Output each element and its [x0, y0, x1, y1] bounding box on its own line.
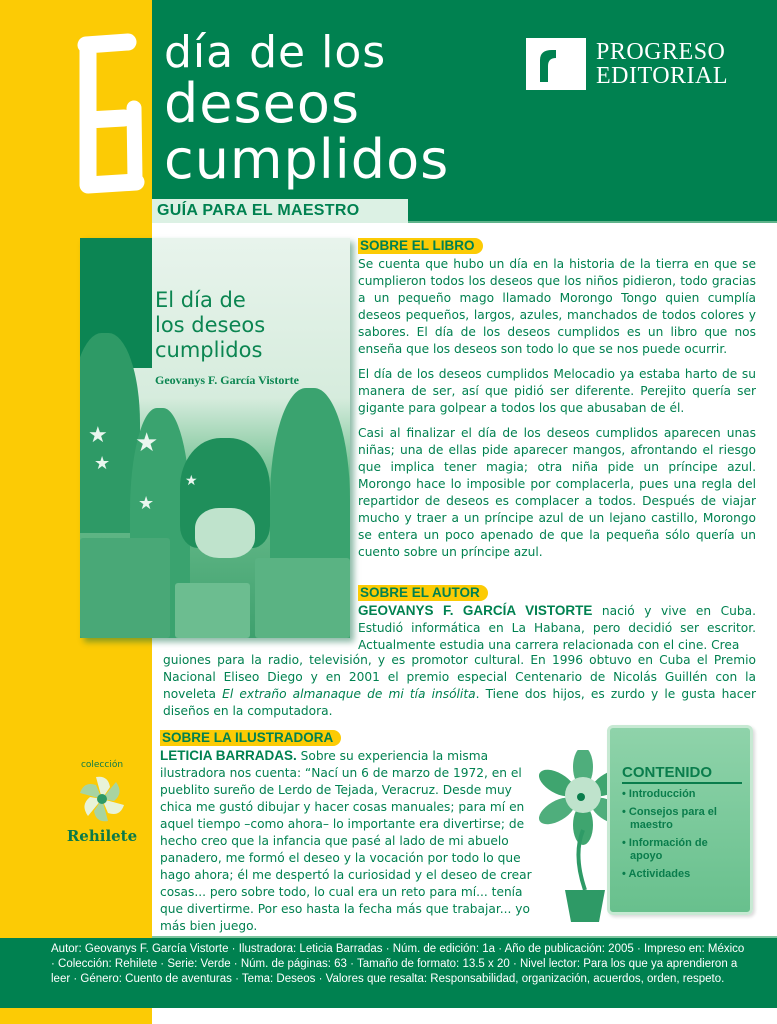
section-heading-about-illustrator: SOBRE LA ILUSTRADORA [160, 730, 341, 746]
star-icon: ★ [138, 493, 155, 514]
guide-subtitle: GUÍA PARA EL MAESTRO [152, 199, 408, 223]
publisher-logo-mark-icon [526, 38, 586, 90]
section-about-illustrator [160, 730, 532, 935]
contents-card [607, 725, 753, 915]
book-cover-image [80, 238, 350, 638]
author-bio-part3: . Tiene dos hijos, es zurdo y le gusta hacer diseños en la computadora. [163, 687, 756, 718]
author-bio-continued [163, 652, 756, 720]
star-icon: ★ [88, 423, 108, 448]
pot-illustration [255, 558, 350, 638]
illustrator-bio: Sobre su experiencia la misma ilustradora nos cuenta: “Nací un 6 de marzo de 1972, en el pueblito sureño de Lerdo de Tejada, Veracruz. Desde muy chica me gustó dibujar y hacer cosas manuales; para mí en aquel tiempo –como ahora– lo importante era divertirse; de hecho creo que la infancia que pasé al lado de mi abuelo panadero, me formó el deseo y la vocación por todo lo que hago ahora; él me despertó la curiosidad y el deseo de crear cosas... pero sobre todo, lo cual era un reto para mí... tenía que divertirme. Por eso hasta la fecha más que trabajar... yo más bien juego. [160, 749, 532, 933]
wizard-face-illustration [195, 508, 255, 558]
rehilete-collection-logo-icon [62, 755, 142, 845]
publisher-name-line1: PROGRESO [596, 39, 726, 65]
section-heading-about-book: SOBRE EL LIBRO [358, 238, 483, 254]
publisher-name-line2: EDITORIAL [596, 63, 729, 89]
pot-illustration [175, 583, 250, 638]
star-icon: ★ [135, 428, 159, 458]
contents-item: • Introducción [622, 788, 696, 800]
author-bio-part2: guiones para la radio, televisión, y es promotor cultural. En 1996 obtuvo en Cuba el Premio Nacional Eliseo Diego y en 2001 el premio especial Centenario de Nicolás Guillén con la noveleta [163, 653, 756, 701]
cover-author: Geovanys F. García Vistorte [155, 373, 299, 387]
publisher-logo [526, 38, 728, 90]
book-paragraph-3: Casi al finalizar el día de los deseos cumplidos aparecen unas niñas; una de ellas pide aparecer mangos, afrontando el riesgo que implica tener magia; otra niña pide un príncipe azul. Morongo hace lo imposible por complacerla, pues una regla del repartidor de deseos es complacer a todos. Después de viajar mucho y traer a un príncipe azul de un lejano castillo, Morongo se entera un poco apenado de que la pequeña sólo quería un cuento sobre un príncipe azul. [358, 426, 756, 559]
contents-item: • Consejos para el maestro [622, 806, 717, 831]
author-bio-part1: nació y vive en Cuba. Estudió informática en La Habana, pero decidió ser escritor. Actualmente estudia una carrera relacionada con el cine. Crea [358, 604, 756, 652]
section-about-book [358, 238, 756, 569]
section-about-author [358, 585, 756, 654]
svg-text:colección: colección [80, 760, 124, 770]
pot-illustration [80, 538, 170, 638]
author-book-title: El extraño almanaque de mi tía insólita [222, 687, 476, 701]
cover-title: El día de los deseos cumplidos [155, 288, 266, 362]
section-heading-about-author: SOBRE EL AUTOR [358, 585, 488, 601]
contents-item: • Actividades [622, 868, 691, 880]
svg-text:Rehilete: Rehilete [66, 827, 138, 845]
author-name: GEOVANYS F. GARCÍA VISTORTE [358, 603, 593, 618]
title-initial-el-icon [36, 20, 146, 195]
book-paragraph-2: El día de los deseos cumplidos Melocadio ya estaba harto de su manera de ser, así que pidió ser diferente. Perejito quería ser gigante para golpear a todos los que abusaban de él. [358, 367, 756, 415]
footer-bibliographic-info: Autor: Geovanys F. García Vistorte · Ilustradora: Leticia Barradas · Núm. de edición: 1a · Año de publicación: 2005 · Impreso en: México · Colección: Rehilete · Serie: Verde · Núm. de páginas: 63 · Tamaño de formato: 13.5 x 20 · Nivel lector: Para los que ya aprendieron a leer · Género: Cuento de aventuras · Tema: Deseos · Valores que resalta: Responsabilidad, organización, acuerdos, orden, respeto. [0, 938, 777, 1008]
page-title [164, 27, 450, 191]
star-icon: ★ [185, 473, 198, 489]
title-line-1: día de los [164, 27, 387, 78]
contents-item: • Información de apoyo [622, 837, 708, 862]
illustrator-name: LETICIA BARRADAS. [160, 748, 297, 763]
title-line-3: cumplidos [164, 128, 450, 191]
contents-title: CONTENIDO [622, 764, 742, 784]
star-icon: ★ [94, 453, 111, 474]
book-paragraph-1: Se cuenta que hubo un día en la historia de la tierra en que se cumplieron todos los deseos que los niños pidieron, todo gracias a un pequeño mago llamado Morongo Tongo quien cumplía deseos pequeños, largos, azules, manchados de todos colores y sabores. El día de los deseos cumplidos es un libro que nos enseña que los deseos son todo lo que se nos puede ocurrir. [358, 257, 756, 356]
title-line-2: deseos [164, 72, 361, 135]
